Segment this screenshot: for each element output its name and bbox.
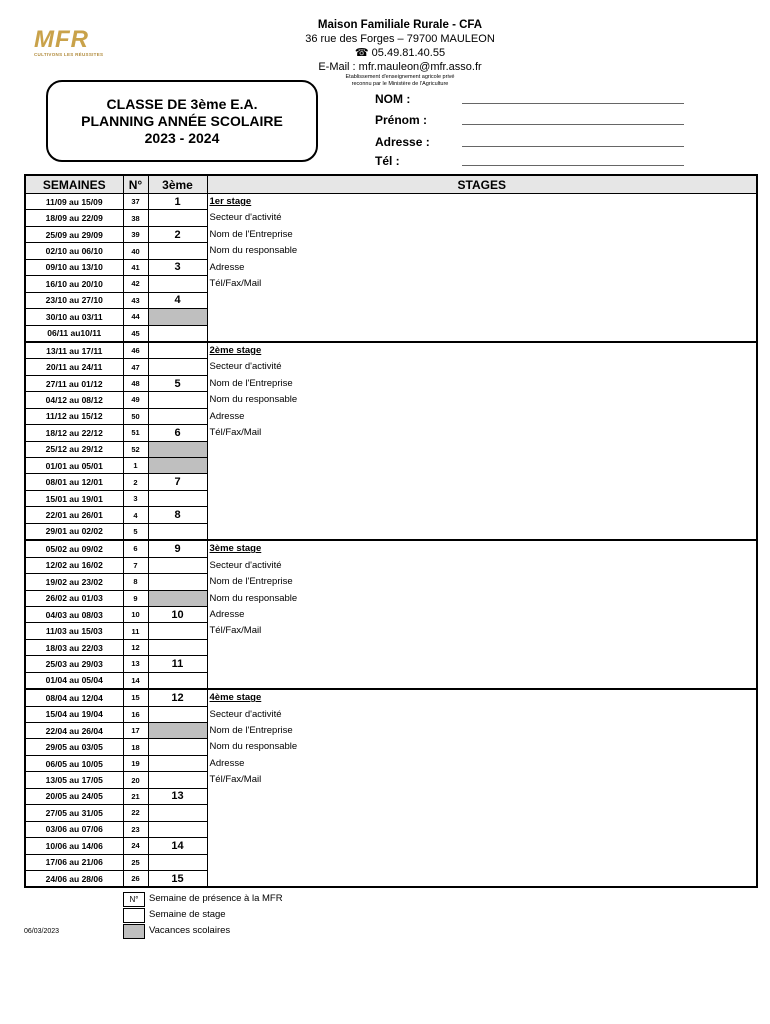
- week-number: 42: [123, 276, 148, 292]
- header-class: 3ème: [148, 175, 207, 194]
- stage-field-label: Tél/Fax/Mail: [209, 625, 262, 637]
- week-dates: 10/06 au 14/06: [25, 838, 123, 854]
- week-number: 21: [123, 788, 148, 804]
- week-dates: 30/10 au 03/11: [25, 309, 123, 325]
- legend-vacances-text: Vacances scolaires: [149, 925, 231, 936]
- presence-cell: 7: [148, 474, 207, 490]
- vacation-cell: [148, 441, 207, 457]
- logo-text: MFR: [34, 26, 89, 53]
- legend-vacances-box: [123, 924, 145, 939]
- stage-field-label: Adresse: [209, 410, 245, 422]
- presence-cell: 1: [148, 194, 207, 210]
- stage-field-label: Tél/Fax/Mail: [209, 427, 262, 439]
- week-dates: 25/12 au 29/12: [25, 441, 123, 457]
- presence-cell: [148, 523, 207, 540]
- week-number: 38: [123, 210, 148, 226]
- table-body: [25, 194, 757, 888]
- week-number: 17: [123, 723, 148, 739]
- week-number: 2: [123, 474, 148, 490]
- tel-field[interactable]: [462, 165, 684, 166]
- week-dates: 27/11 au 01/12: [25, 375, 123, 391]
- table-row: [25, 342, 757, 359]
- week-number: 40: [123, 243, 148, 259]
- week-number: 14: [123, 672, 148, 689]
- week-dates: 16/10 au 20/10: [25, 276, 123, 292]
- week-dates: 22/04 au 26/04: [25, 723, 123, 739]
- week-dates: 03/06 au 07/06: [25, 821, 123, 837]
- presence-cell: 5: [148, 375, 207, 391]
- week-dates: 23/10 au 27/10: [25, 292, 123, 308]
- stage-field-label: Adresse: [209, 261, 245, 273]
- nom-label: NOM :: [375, 92, 411, 106]
- week-dates: 01/01 au 05/01: [25, 458, 123, 474]
- stage-field-label: Nom de l'Entreprise: [209, 725, 293, 737]
- week-dates: 18/03 au 22/03: [25, 639, 123, 655]
- week-dates: 24/06 au 28/06: [25, 870, 123, 887]
- stage-block: [207, 689, 757, 887]
- stage-field-label: Nom du responsable: [209, 394, 298, 406]
- week-number: 3: [123, 490, 148, 506]
- week-number: 7: [123, 557, 148, 573]
- planning-table: [24, 174, 758, 888]
- title-line-3: 2023 - 2024: [144, 130, 220, 146]
- week-dates: 13/11 au 17/11: [25, 342, 123, 359]
- header-stages: STAGES: [207, 175, 757, 194]
- school-name: Maison Familiale Rurale - CFA: [317, 19, 483, 31]
- stage-field-label: Secteur d'activité: [209, 708, 282, 720]
- stage-field-label: Secteur d'activité: [209, 559, 282, 571]
- week-dates: 09/10 au 13/10: [25, 259, 123, 275]
- presence-cell: [148, 574, 207, 590]
- school-recognition-2: reconnu par le Ministère de l'Agriculture: [351, 80, 449, 87]
- prenom-field[interactable]: [462, 124, 684, 125]
- week-dates: 19/02 au 23/02: [25, 574, 123, 590]
- tel-label: Tél :: [375, 154, 400, 168]
- week-number: 20: [123, 772, 148, 788]
- week-number: 49: [123, 392, 148, 408]
- week-dates: 18/09 au 22/09: [25, 210, 123, 226]
- week-number: 25: [123, 854, 148, 870]
- week-dates: 22/01 au 26/01: [25, 507, 123, 523]
- presence-cell: [148, 672, 207, 689]
- week-dates: 29/05 au 03/05: [25, 739, 123, 755]
- table-header-row: [25, 175, 757, 194]
- week-number: 41: [123, 259, 148, 275]
- presence-cell: [148, 325, 207, 342]
- adresse-field[interactable]: [462, 146, 684, 147]
- stage-field-label: Adresse: [209, 757, 245, 769]
- week-number: 39: [123, 226, 148, 242]
- stage-field-label: Nom du responsable: [209, 245, 298, 257]
- week-dates: 20/11 au 24/11: [25, 359, 123, 375]
- table-row: [25, 540, 757, 557]
- footer-date: 06/03/2023: [24, 928, 60, 935]
- week-number: 1: [123, 458, 148, 474]
- presence-cell: [148, 805, 207, 821]
- presence-cell: 15: [148, 870, 207, 887]
- legend-stage-box: [123, 908, 145, 923]
- title-line-1: CLASSE DE 3ème E.A.: [106, 96, 258, 112]
- presence-cell: 12: [148, 689, 207, 706]
- presence-cell: [148, 243, 207, 259]
- week-number: 6: [123, 540, 148, 557]
- stage-title: 1er stage: [209, 196, 252, 207]
- school-recognition-1: Etablissement d'enseignement agricole privé: [345, 74, 455, 80]
- week-dates: 20/05 au 24/05: [25, 788, 123, 804]
- week-dates: 11/09 au 15/09: [25, 194, 123, 210]
- presence-cell: [148, 276, 207, 292]
- week-number: 37: [123, 194, 148, 210]
- school-phone: ☎ 05.49.81.40.55: [354, 47, 446, 59]
- mfr-logo: [34, 28, 124, 60]
- week-number: 45: [123, 325, 148, 342]
- week-number: 47: [123, 359, 148, 375]
- presence-cell: [148, 408, 207, 424]
- week-dates: 18/12 au 22/12: [25, 425, 123, 441]
- presence-cell: [148, 854, 207, 870]
- week-number: 9: [123, 590, 148, 606]
- stage-field-label: Secteur d'activité: [209, 361, 282, 373]
- week-dates: 17/06 au 21/06: [25, 854, 123, 870]
- table-row: [25, 689, 757, 706]
- stage-title: 3ème stage: [209, 543, 262, 555]
- presence-cell: [148, 706, 207, 722]
- week-number: 50: [123, 408, 148, 424]
- week-dates: 02/10 au 06/10: [25, 243, 123, 259]
- stage-title: 4ème stage: [209, 692, 262, 704]
- week-number: 51: [123, 425, 148, 441]
- week-number: 48: [123, 375, 148, 391]
- vacation-cell: [148, 309, 207, 325]
- presence-cell: 8: [148, 507, 207, 523]
- week-dates: 26/02 au 01/03: [25, 590, 123, 606]
- presence-cell: 14: [148, 838, 207, 854]
- week-dates: 08/01 au 12/01: [25, 474, 123, 490]
- week-number: 19: [123, 755, 148, 771]
- week-number: 10: [123, 606, 148, 622]
- stage-field-label: Adresse: [209, 609, 245, 620]
- week-dates: 04/03 au 08/03: [25, 606, 123, 622]
- school-header: [270, 18, 530, 87]
- presence-cell: [148, 739, 207, 755]
- presence-cell: 11: [148, 656, 207, 672]
- week-dates: 06/11 au10/11: [25, 325, 123, 342]
- vacation-cell: [148, 723, 207, 739]
- header-num: N°: [123, 175, 148, 194]
- presence-cell: [148, 755, 207, 771]
- stage-field-label: Nom du responsable: [209, 741, 298, 753]
- week-dates: 11/03 au 15/03: [25, 623, 123, 639]
- week-number: 13: [123, 656, 148, 672]
- title-box: [46, 80, 318, 162]
- week-number: 26: [123, 870, 148, 887]
- presence-cell: [148, 490, 207, 506]
- vacation-cell: [148, 590, 207, 606]
- legend-presence-symbol: N°: [129, 895, 139, 904]
- week-dates: 13/05 au 17/05: [25, 772, 123, 788]
- stage-field-label: Nom de l'Entreprise: [209, 228, 293, 240]
- legend-stage-text: Semaine de stage: [149, 909, 226, 920]
- legend-presence-box: [123, 892, 145, 907]
- presence-cell: 4: [148, 292, 207, 308]
- nom-field[interactable]: [462, 103, 684, 104]
- stage-block: [207, 194, 757, 342]
- stage-field-label: Tél/Fax/Mail: [209, 774, 262, 786]
- week-dates: 12/02 au 16/02: [25, 557, 123, 573]
- stage-title: 2ème stage: [209, 344, 262, 356]
- week-number: 16: [123, 706, 148, 722]
- presence-cell: [148, 210, 207, 226]
- week-dates: 08/04 au 12/04: [25, 689, 123, 706]
- presence-cell: [148, 772, 207, 788]
- week-number: 24: [123, 838, 148, 854]
- stage-field-label: Tél/Fax/Mail: [209, 278, 262, 290]
- school-address: 36 rue des Forges – 79700 MAULEON: [305, 33, 495, 45]
- presence-cell: 3: [148, 259, 207, 275]
- stage-block: [207, 540, 757, 689]
- presence-cell: [148, 639, 207, 655]
- presence-cell: [148, 392, 207, 408]
- week-number: 22: [123, 805, 148, 821]
- stage-field-label: Nom de l'Entreprise: [209, 377, 293, 389]
- week-number: 23: [123, 821, 148, 837]
- week-number: 15: [123, 689, 148, 706]
- presence-cell: [148, 359, 207, 375]
- week-number: 8: [123, 574, 148, 590]
- presence-cell: 6: [148, 425, 207, 441]
- week-dates: 01/04 au 05/04: [25, 672, 123, 689]
- week-dates: 05/02 au 09/02: [25, 540, 123, 557]
- presence-cell: [148, 342, 207, 359]
- week-number: 52: [123, 441, 148, 457]
- logo-subtitle: CULTIVONS LES RÉUSSITES: [34, 52, 104, 57]
- week-number: 44: [123, 309, 148, 325]
- week-dates: 04/12 au 08/12: [25, 392, 123, 408]
- week-number: 4: [123, 507, 148, 523]
- week-number: 5: [123, 523, 148, 540]
- vacation-cell: [148, 458, 207, 474]
- title-line-2: PLANNING ANNÉE SCOLAIRE: [81, 113, 283, 129]
- header-semaines: SEMAINES: [25, 175, 123, 194]
- stage-field-label: Secteur d'activité: [209, 212, 282, 224]
- stage-field-label: Nom de l'Entreprise: [209, 576, 293, 588]
- week-dates: 25/03 au 29/03: [25, 656, 123, 672]
- presence-cell: 13: [148, 788, 207, 804]
- week-number: 11: [123, 623, 148, 639]
- prenom-label: Prénom :: [375, 113, 428, 127]
- presence-cell: [148, 821, 207, 837]
- week-dates: 11/12 au 15/12: [25, 408, 123, 424]
- legend-presence-text: Semaine de présence à la MFR: [149, 893, 283, 904]
- week-dates: 15/04 au 19/04: [25, 706, 123, 722]
- presence-cell: [148, 557, 207, 573]
- table-row: [25, 194, 757, 210]
- stage-field-label: Nom du responsable: [209, 592, 298, 604]
- week-dates: 29/01 au 02/02: [25, 523, 123, 540]
- presence-cell: [148, 623, 207, 639]
- presence-cell: 9: [148, 540, 207, 557]
- week-dates: 27/05 au 31/05: [25, 805, 123, 821]
- week-dates: 15/01 au 19/01: [25, 490, 123, 506]
- adresse-label: Adresse :: [375, 135, 430, 149]
- week-number: 18: [123, 739, 148, 755]
- week-dates: 25/09 au 29/09: [25, 226, 123, 242]
- presence-cell: 10: [148, 606, 207, 622]
- school-email: E-Mail : mfr.mauleon@mfr.asso.fr: [318, 61, 482, 73]
- week-dates: 06/05 au 10/05: [25, 755, 123, 771]
- week-number: 43: [123, 292, 148, 308]
- presence-cell: 2: [148, 226, 207, 242]
- week-number: 12: [123, 639, 148, 655]
- week-number: 46: [123, 342, 148, 359]
- stage-block: [207, 342, 757, 540]
